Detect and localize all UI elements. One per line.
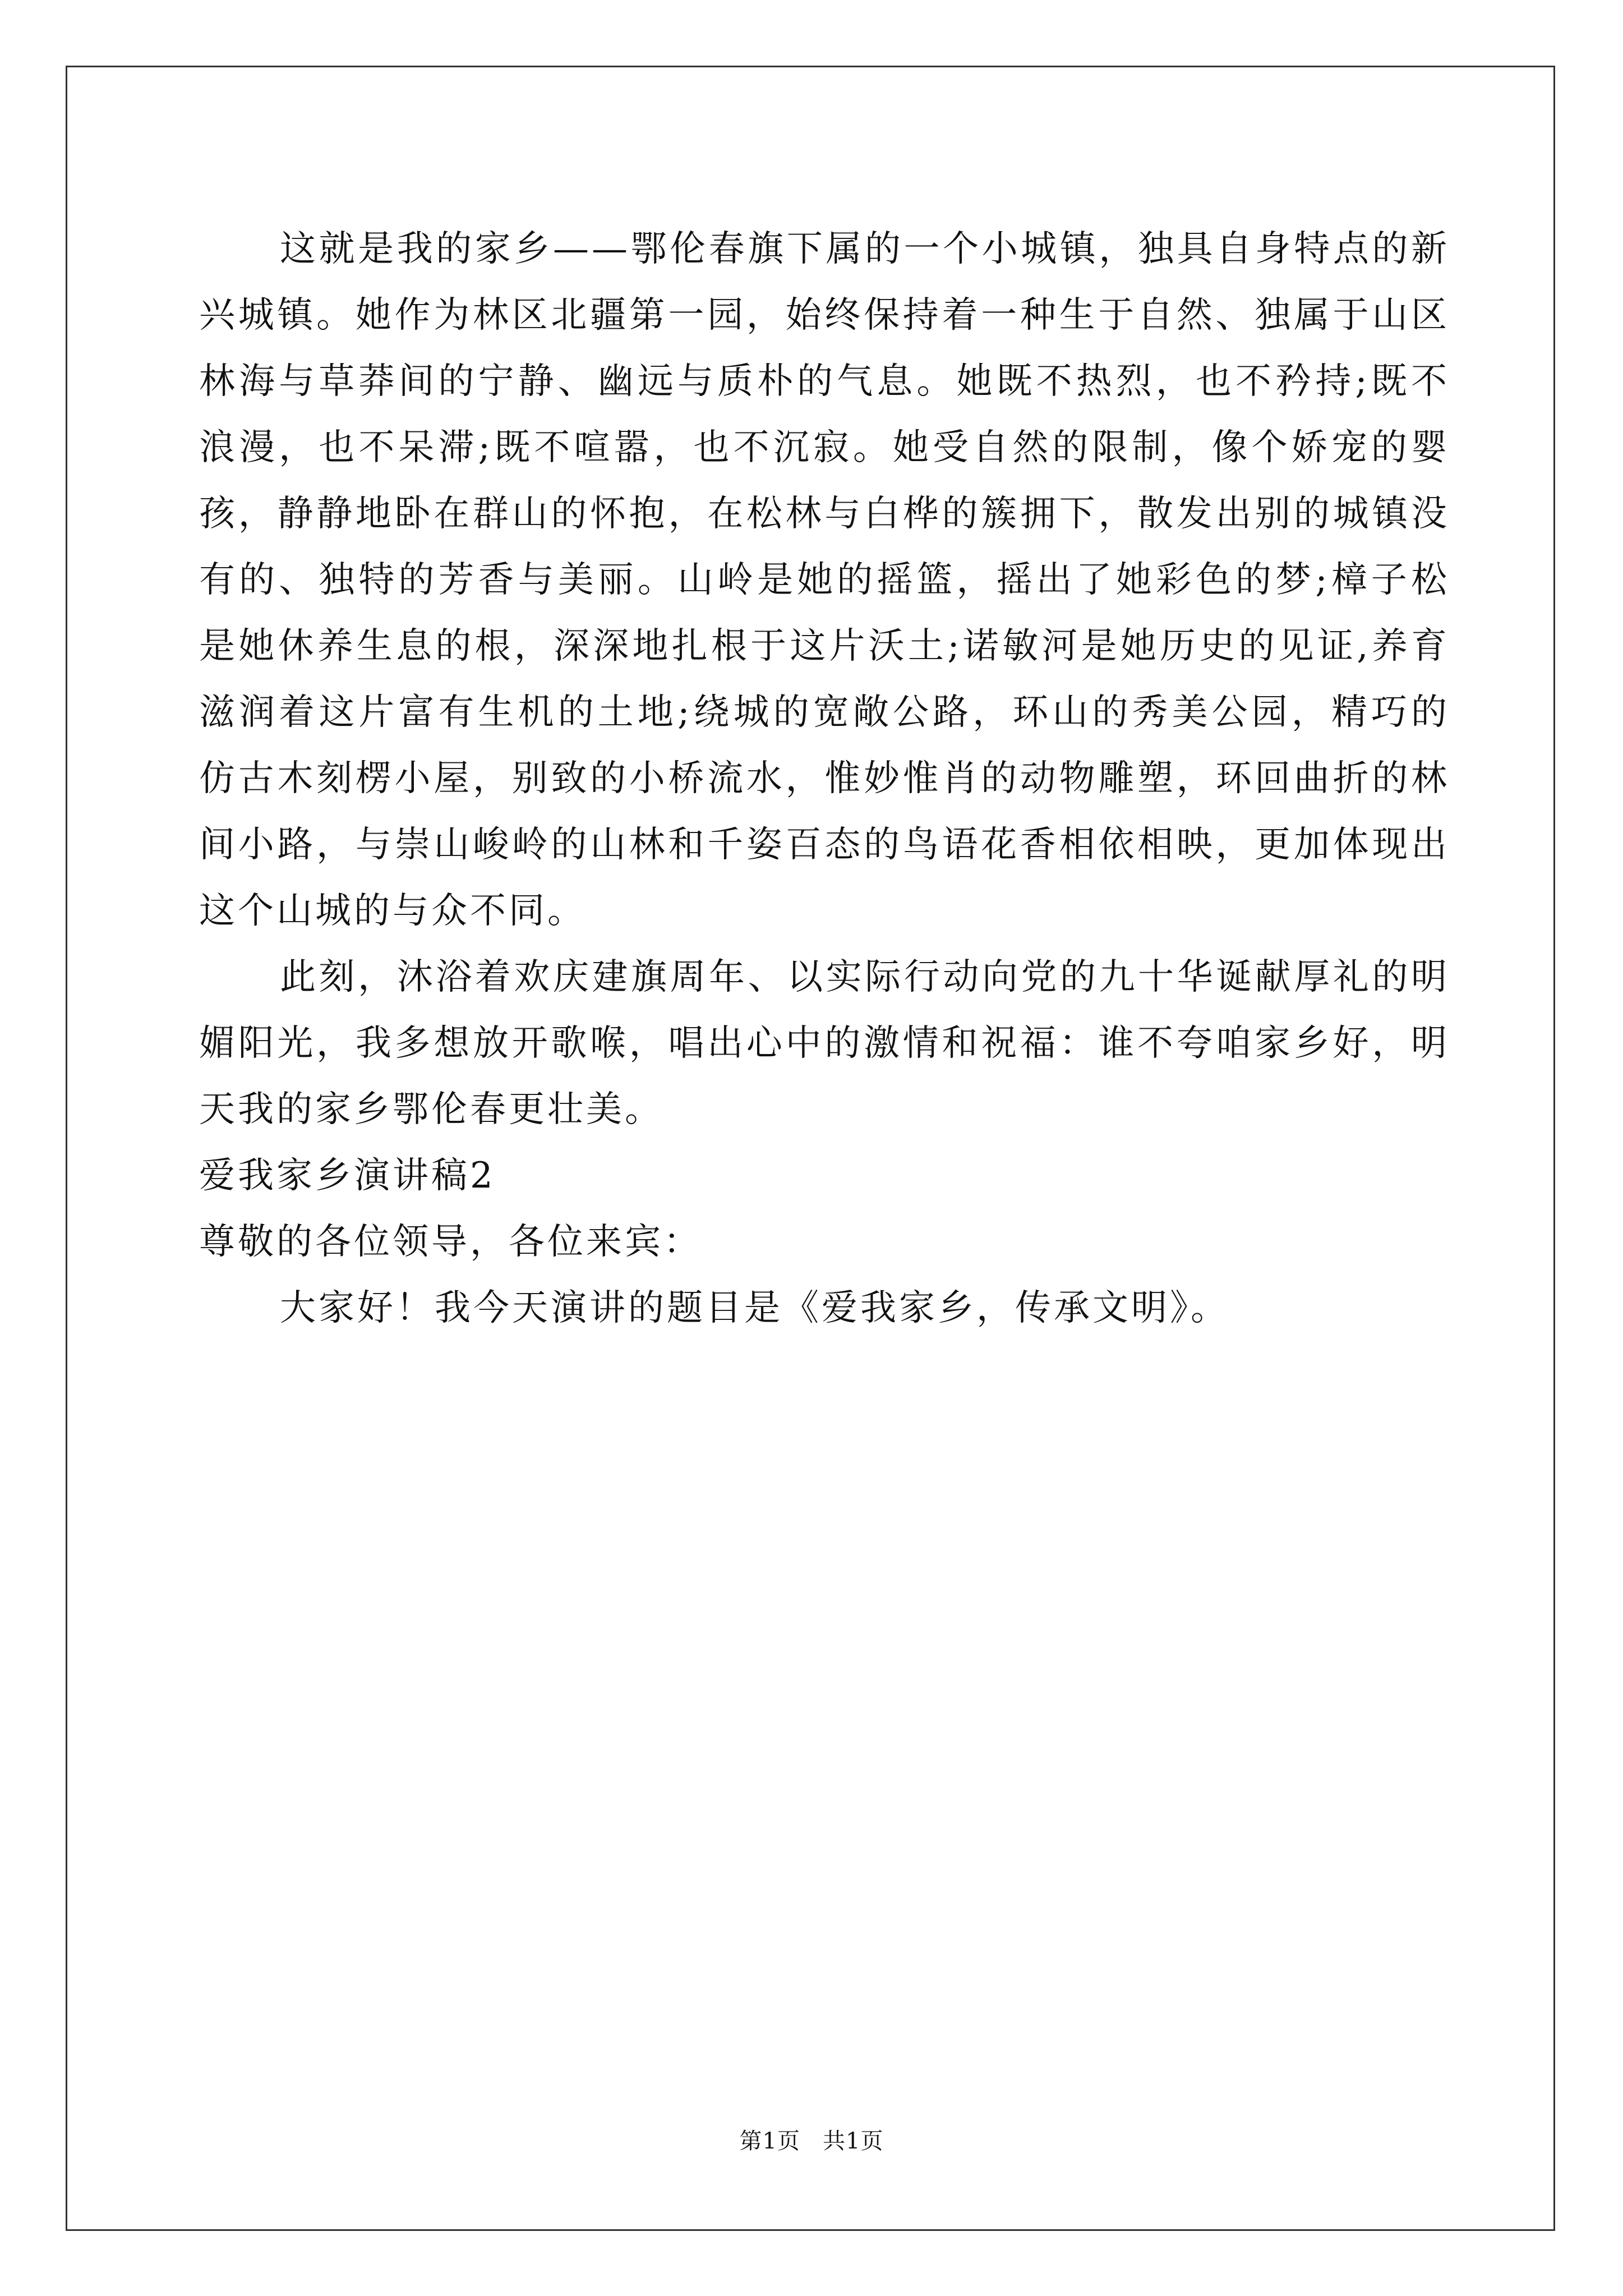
document-body bbox=[199, 216, 1450, 1341]
page-footer bbox=[0, 2127, 1623, 2155]
salutation: 尊敬的各位领导，各位来宾： bbox=[199, 1221, 702, 1263]
page-number: 第1页 bbox=[739, 2128, 800, 2154]
paragraph-celebration: 此刻，沐浴着欢庆建旗周年、以实际行动向党的九十华诞献厚礼的明媚阳光，我多想放开歌喉，唱出心中的激情和祝福：谁不夸咱家乡好，明天我的家乡鄂伦春更壮美。 bbox=[199, 956, 1450, 1130]
speech-title: 爱我家乡演讲稿2 bbox=[199, 1155, 496, 1197]
paragraph-hometown-description: 这就是我的家乡——鄂伦春旗下属的一个小城镇，独具自身特点的新兴城镇。她作为林区北疆第一园，始终保持着一种生于自然、独属于山区林海与草莽间的宁静、幽远与质朴的气息。她既不热烈，也不矜持;既不浪漫，也不呆滞;既不喧嚣，也不沉寂。她受自然的限制，像个娇宠的婴孩，静静地卧在群山的怀抱，在松林与白桦的簇拥下，散发出别的城镇没有的、独特的芳香与美丽。山岭是她的摇篮，摇出了她彩色的梦;樟子松是她休养生息的根，深深地扎根于这片沃土;诺敏河是她历史的见证,养育滋润着这片富有生机的土地;绕城的宽敞公路，环山的秀美公园，精巧的仿古木刻楞小屋，别致的小桥流水，惟妙惟肖的动物雕塑，环回曲折的林间小路，与崇山峻岭的山林和千姿百态的鸟语花香相依相映，更加体现出这个山城的与众不同。 bbox=[199, 228, 1450, 932]
paragraph-opening: 大家好！我今天演讲的题目是《爱我家乡，传承文明》。 bbox=[280, 1287, 1229, 1329]
page-total: 共1页 bbox=[823, 2128, 884, 2154]
